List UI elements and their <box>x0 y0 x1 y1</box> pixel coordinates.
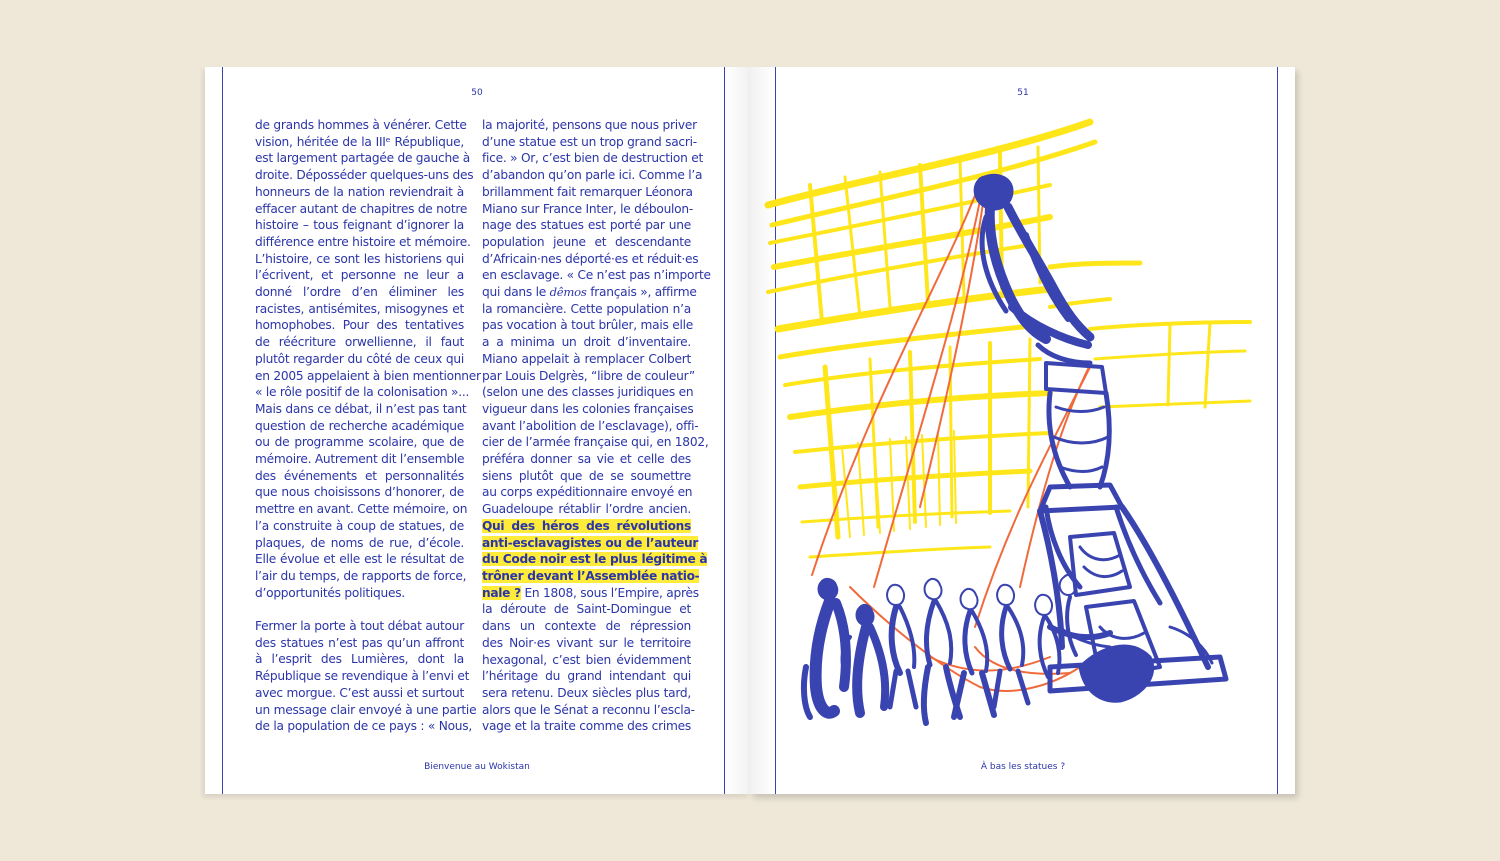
text-line: pas vocation à tout brûler, mais elle <box>482 318 694 333</box>
text-line: par Louis Delgrès, “libre de couleur” <box>482 368 695 383</box>
text-line: des événements et personnalités <box>255 468 464 483</box>
text-line: dans un contexte de répression <box>482 619 691 634</box>
text-line: Guadeloupe rétablir l’ordre ancien. <box>482 502 691 517</box>
text-line: est largement partagée de gauche à <box>255 151 471 166</box>
text-line: cier de l’armée française qui, en 1802, <box>482 435 709 450</box>
column-2-text <box>482 117 711 735</box>
book-spread <box>205 67 1295 794</box>
gutter-shadow <box>725 67 775 794</box>
text-line: hexagonal, c’est bien évidemment <box>482 652 691 667</box>
text-line: vage et la traite comme des crimes <box>482 719 691 734</box>
text-line: donné l’ordre d’en éliminer les <box>255 285 464 300</box>
running-footer-left: Bienvenue au Wokistan <box>424 762 530 772</box>
text-line: plaques, de noms de rue, d’école. <box>255 535 464 550</box>
text-line: en esclavage. « Ce n’est pas n’importe <box>482 268 711 283</box>
left-page <box>205 67 750 794</box>
text-column-1 <box>255 117 481 735</box>
text-line: d’Africain·nes déporté·es et réduit·es <box>482 251 699 266</box>
paragraph-1 <box>255 117 481 601</box>
text-line: de grands hommes à vénérer. Cette <box>255 118 467 132</box>
text-line: L’histoire, ce sont les historiens qui <box>255 251 464 266</box>
text-line: fice. » Or, c’est bien de destruction et <box>482 151 704 166</box>
text-line: avec morgue. C’est aussi et surtout <box>255 685 464 700</box>
text-line: ou de programme scolaire, que de <box>255 435 464 450</box>
text-line: la majorité, pensons que nous priver <box>482 118 697 132</box>
text-line: plutôt regarder du côté de ceux qui <box>255 351 464 366</box>
text-line: en 2005 appelaient à bien mentionner <box>255 368 481 383</box>
text-line: vision, héritée de la IIIᵉ République, <box>255 134 464 149</box>
text-line: Elle évolue et elle est le résultat de <box>255 552 464 567</box>
text-line: alors que le Sénat a reconnu l’escla- <box>482 702 695 717</box>
text-line: la romancière. Cette population n’a <box>482 301 691 316</box>
text-column-2 <box>482 117 711 735</box>
text-line: droite. Déposséder quelques-uns des <box>255 168 474 183</box>
text-line: avant l’abolition de l’esclavage), offi- <box>482 418 699 433</box>
text-line: (selon une des classes juridiques en <box>482 385 694 400</box>
text-line: brillamment fait remarquer Léonora <box>482 184 693 199</box>
text-line: Mais dans ce débat, il n’est pas tant <box>255 401 467 416</box>
text-line: à l’esprit des Lumières, dont la <box>255 652 464 667</box>
highlighted-question <box>482 518 708 602</box>
text-line: Miano appelait à remplacer Colbert <box>482 351 691 366</box>
text-line: siens plutôt que de se soumettre <box>482 468 691 483</box>
text-line: d’opportunités politiques. <box>255 585 405 600</box>
text-line: au corps expéditionnaire envoyé en <box>482 485 693 500</box>
text-line: de la population de ce pays : « Nous, <box>255 719 472 734</box>
text-line: vigueur dans les colonies françaises <box>482 401 694 416</box>
text-line: nage des statues est porté par une <box>482 218 691 233</box>
text-line: des statues n’est pas qu’un affront <box>255 635 464 650</box>
text-line: des Noir·es vivant sur le territoire <box>482 635 691 650</box>
demos-word: dêmos <box>549 285 587 300</box>
text-line: l’héritage du grand intendant qui <box>482 669 691 684</box>
text-line: racistes, antisémites, misogynes et <box>255 301 464 316</box>
text-line: effacer autant de chapitres de notre <box>255 201 468 216</box>
text-line: l’écrivent, et personne ne leur a <box>255 268 464 283</box>
text-line: histoire – tous feignant d’ignorer la <box>255 218 464 233</box>
text-line: a a minima un droit d’inventaire. <box>482 335 691 350</box>
text-line: la déroute de Saint-Domingue et <box>482 602 691 617</box>
text-line: l’air du temps, de rapports de force, <box>255 568 467 583</box>
right-page <box>750 67 1295 794</box>
text-line: Miano sur France Inter, le déboulon- <box>482 201 694 216</box>
page-number-right: 51 <box>1017 88 1029 98</box>
text-line: « le rôle positif de la colonisation »... <box>255 385 470 400</box>
text-line: l’a construite à coup de statues, de <box>255 518 464 533</box>
text-line: mettre en avant. Cette mémoire, on <box>255 502 468 517</box>
text-line: homophobes. Pour des tentatives <box>255 318 464 333</box>
text-line: de réécriture orwellienne, il faut <box>255 335 464 350</box>
demos-line: qui dans le dêmos français », affirme <box>482 285 697 300</box>
text-line: République se revendique à l’envi et <box>255 669 470 684</box>
text-line: mémoire. Autrement dit l’ensemble <box>255 452 465 467</box>
text-line: d’abandon qu’on parle ici. Comme l’a <box>482 168 703 183</box>
running-footer-right: À bas les statues ? <box>980 762 1066 772</box>
statue-illustration <box>750 67 1295 794</box>
page-number-left: 50 <box>471 88 483 98</box>
highlight-line: anti-esclavagistes ou de l’auteur <box>482 535 699 550</box>
text-line: un message clair envoyé à une partie <box>255 702 477 717</box>
highlight-line: trôner devant l’Assemblée natio- <box>482 568 700 583</box>
text-line: que nous choisissons d’honorer, de <box>255 485 464 500</box>
paragraph-2 <box>255 618 477 735</box>
text-line: préféra donner sa vie et celle des <box>482 452 691 467</box>
highlight-line: Qui des héros des révolutions <box>482 518 691 533</box>
text-line: population jeune et descendante <box>482 234 691 249</box>
crowd <box>804 575 1153 723</box>
text-line: question de recherche académique <box>255 418 464 433</box>
text-line: différence entre histoire et mémoire. <box>255 234 471 249</box>
highlight-line: nale ? En 1808, sous l’Empire, après <box>482 585 699 600</box>
text-line: honneurs de la nation reviendrait à <box>255 184 464 199</box>
highlight-line: du Code noir est le plus légitime à <box>482 552 708 567</box>
left-page-outer-rule <box>222 67 223 794</box>
text-line: Fermer la porte à tout débat autour <box>255 619 464 634</box>
text-line: sera retenu. Deux siècles plus tard, <box>482 685 691 700</box>
text-line: d’une statue est un trop grand sacri- <box>482 134 697 149</box>
